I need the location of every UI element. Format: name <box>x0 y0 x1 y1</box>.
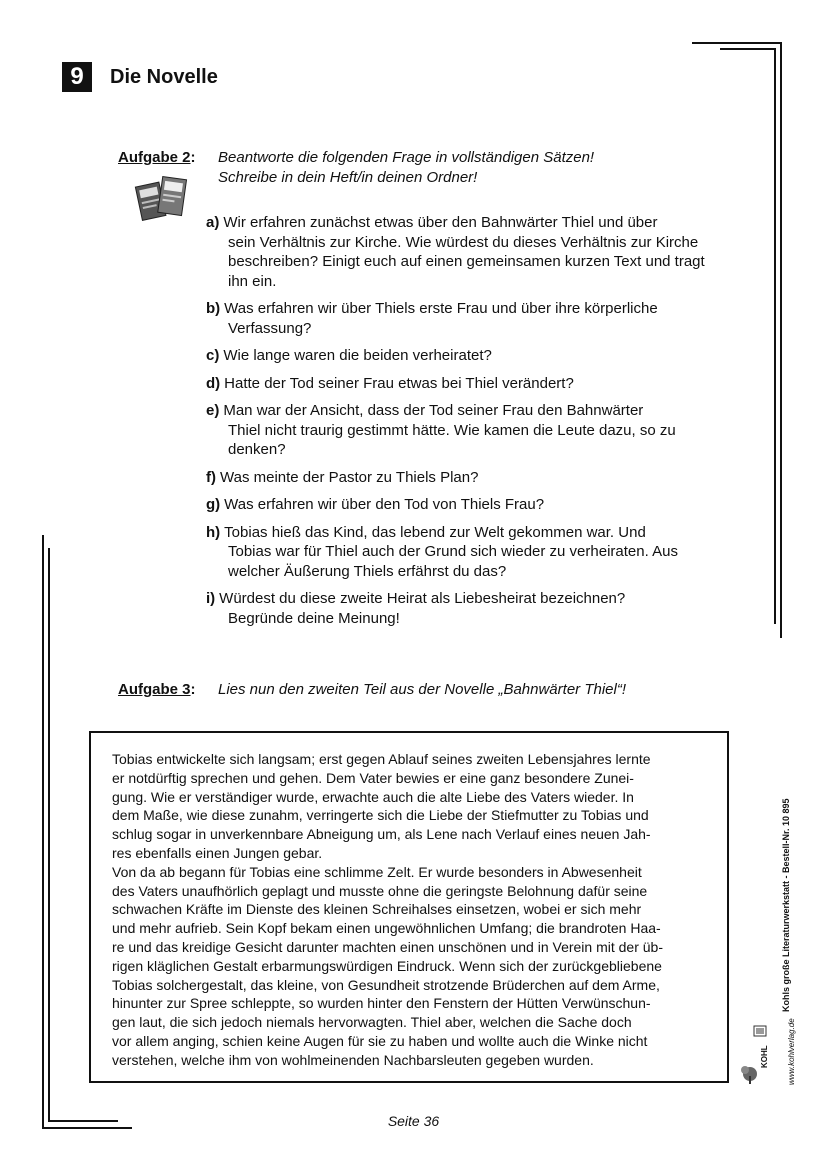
task3-label: Aufgabe 3 <box>118 681 191 698</box>
question-text-first: Würdest du diese zweite Heirat als Liebesheirat bezeichnen? <box>219 590 626 607</box>
question-letter: a) <box>206 214 220 231</box>
question-letter: b) <box>206 300 221 317</box>
task2-heading <box>118 149 196 166</box>
question-letter: f) <box>206 468 216 486</box>
task3-instruction: Lies nun den zweiten Teil aus der Novelle „Bahnwärter Thiel“! <box>218 681 626 698</box>
chapter-number: 9 <box>62 62 92 92</box>
question-letter: g) <box>206 496 221 513</box>
task2-colon: : <box>190 149 196 166</box>
question-text-first: Wir erfahren zunächst etwas über den Bahnwärter Thiel und über <box>223 214 658 231</box>
frame-top-line-inner <box>720 48 776 50</box>
question-text-rest: sein Verhältnis zur Kirche. Wie würdest du dieses Verhältnis zur Kirche beschreiben? Einigt euch auf einen gemeinsamen kurzen Text und tragt ihn ein. <box>228 233 705 290</box>
question-text-rest: Tobias war für Thiel auch der Grund sich wieder zu verheiraten. Aus welcher Äußerung Thiels erfährst du das? <box>228 543 678 580</box>
question-list <box>206 213 706 636</box>
question-g <box>206 495 706 515</box>
publisher-website: www.kohlverlag.de <box>787 1018 796 1085</box>
frame-top-line-outer <box>692 42 782 44</box>
book-icon <box>132 172 190 222</box>
question-letter: d) <box>206 374 221 392</box>
frame-right-line-inner <box>774 48 776 624</box>
question-letter: c) <box>206 347 220 364</box>
question-d <box>206 374 706 394</box>
question-text-rest: Begründe deine Meinung! <box>228 609 400 627</box>
page-title: Die Novelle <box>110 66 218 88</box>
question-text-first: Hatte der Tod seiner Frau etwas bei Thiel verändert? <box>224 374 574 392</box>
question-e <box>206 401 706 460</box>
frame-right-line-outer <box>780 42 782 638</box>
question-text-first: Tobias hieß das Kind, das lebend zur Welt gekommen war. Und <box>224 523 646 541</box>
question-h <box>206 523 706 582</box>
logo-text: KOHL <box>760 1045 769 1068</box>
question-f <box>206 468 706 488</box>
task2-label: Aufgabe 2 <box>118 149 191 166</box>
passage-text: Tobias entwickelte sich langsam; erst gegen Ablauf seines zweiten Lebensjahres lernte er notdürftig sprechen und gehen. Dem Vater bewies er eine ganz besondere Zunei- gung. Wie er verständiger wurde, erwachte auch die alte Liebe des Vaters wieder. In dem Maße, wie diese zunahm, verringerte sich die Liebe der Stiefmutter zu Tobias und schlug sogar in unverkennbare Abneigung um, als Lene nach Verlauf eines neuen Jah- res ebenfalls einen Jungen gebar. Von da ab begann für Tobias eine schlimme Zelt. Er wurde besonders in Abwesenheit des Vaters unaufhörlich geplagt und musste ohne die geringste Belohnung dafür seine schwachen Kräfte im Dienste des kleinen Schreihalses einsetzen, wobei er sich mehr und mehr aufrieb. Sein Kopf bekam einen ungewöhnlichen Umfang; die brandroten Haa- re und das kreidige Gesicht darunter machten einen unschönen und in Verein mit der üb- rigen kläglichen Gestalt erbarmungswürdigen Eindruck. Wenn sich der zurückgebliebene Tobias solchergestalt, das kleine, von Gesundheit strotzende Brüderchen auf dem Arme, hinunter zur Spree schleppte, so wurden hinter den Fenstern der Hütten Verwünschun- gen laut, die sich jedoch niemals hervorwagten. Thiel aber, welchen die Sache doch vor allem anging, schien keine Augen für sie zu haben und wollte auch die Winke nicht verstehen, welche ihm von wohlmeinenden Nachbarsleuten gegeben wurden. <box>112 751 664 1068</box>
task3-colon: : <box>190 681 196 698</box>
task2-instruction-line1: Beantworte die folgenden Frage in vollständigen Sätzen! <box>218 149 595 166</box>
publisher-line: Kohls große Literaturwerkstatt - Bestell-Nr. 10 895 <box>781 798 791 1012</box>
frame-left-line-inner <box>48 548 50 1122</box>
question-text-first: Was erfahren wir über Thiels erste Frau und über ihre körperliche <box>224 300 658 317</box>
question-text-first: Was erfahren wir über den Tod von Thiels Frau? <box>224 496 545 513</box>
page-number: Seite 36 <box>387 1113 440 1129</box>
task2-instruction-line2: Schreibe in dein Heft/in deinen Ordner! <box>218 169 478 186</box>
question-b <box>206 299 706 338</box>
question-text-first: Wie lange waren die beiden verheiratet? <box>223 347 492 364</box>
question-c <box>206 346 706 366</box>
question-i <box>206 589 706 628</box>
question-text-rest: Verfassung? <box>228 319 312 337</box>
question-text-first: Was meinte der Pastor zu Thiels Plan? <box>220 468 479 486</box>
frame-left-line-outer <box>42 535 44 1129</box>
task3-heading <box>118 681 196 698</box>
question-letter: i) <box>206 590 216 607</box>
question-text-first: Man war der Ansicht, dass der Tod seiner Frau den Bahnwärter <box>223 402 644 419</box>
question-a <box>206 213 706 291</box>
question-text-rest: Thiel nicht traurig gestimmt hätte. Wie kamen die Leute dazu, so zu denken? <box>228 421 676 458</box>
question-letter: e) <box>206 402 220 419</box>
task2-instruction <box>218 148 594 188</box>
question-letter: h) <box>206 523 221 541</box>
